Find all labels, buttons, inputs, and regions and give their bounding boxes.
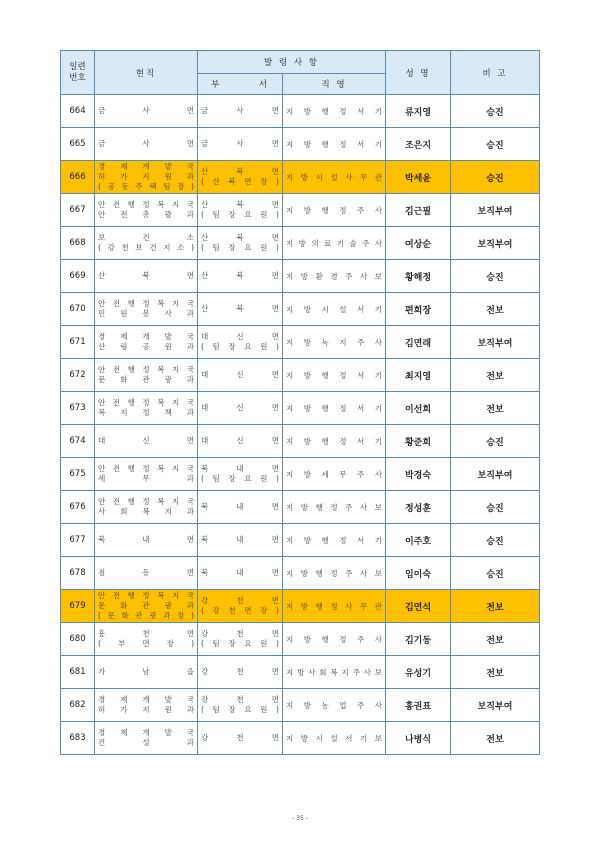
position-cell <box>283 722 386 755</box>
table-row <box>61 161 540 194</box>
current-post-cell-line: 허 가 지 원 과 <box>98 705 194 714</box>
note-cell: 보직부여 <box>451 194 540 227</box>
serial-number-cell: 669 <box>61 260 95 293</box>
name-cell: 이선희 <box>386 392 451 425</box>
table-row <box>61 194 540 227</box>
current-post-cell-line: 안 전 행 정 복 지 국 <box>98 365 194 374</box>
table-header <box>61 51 540 95</box>
table-row <box>61 557 540 590</box>
position-cell <box>283 590 386 623</box>
name-cell: 나병식 <box>386 722 451 755</box>
serial-number-cell: 681 <box>61 656 95 689</box>
department-cell-line: 북 내 면 <box>201 464 279 473</box>
position-text: 지 방 행 정 서 기 <box>286 535 382 545</box>
current-post-cell <box>95 557 198 590</box>
current-post-cell <box>95 293 198 326</box>
current-post-cell-line: 안 전 행 정 복 지 국 <box>98 398 194 407</box>
department-cell-line: ( 팀 장 요 원 ) <box>201 474 279 483</box>
appointment-table <box>60 50 540 755</box>
department-cell-line: 대 신 면 <box>201 332 279 341</box>
current-post-cell-line: 산 림 공 원 과 <box>98 342 194 351</box>
current-post-cell-line: 안 전 행 정 복 지 국 <box>98 299 194 308</box>
department-cell <box>198 557 283 590</box>
note-cell: 승진 <box>451 557 540 590</box>
name-cell: 류지영 <box>386 95 451 128</box>
current-post-cell-line: 민 원 봉 사 과 <box>98 309 194 318</box>
department-cell-line: ( 산 북 면 장 ) <box>201 177 279 186</box>
department-cell <box>198 326 283 359</box>
current-post-cell-line: ( 부 면 장 ) <box>98 639 194 648</box>
current-post-cell-line: 대 신 면 <box>98 436 194 445</box>
name-cell: 김연석 <box>386 590 451 623</box>
department-cell-line: 산 북 면 <box>201 271 279 280</box>
department-cell-line: 북 내 면 <box>201 568 279 577</box>
current-post-cell-line: 가 남 읍 <box>98 667 194 676</box>
position-cell <box>283 293 386 326</box>
department-cell-line: 금 사 면 <box>201 139 279 148</box>
department-cell-line: 금 사 면 <box>201 106 279 115</box>
serial-number-cell: 677 <box>61 524 95 557</box>
department-cell-line: 강 천 면 <box>201 695 279 704</box>
department-cell-line: 강 천 면 <box>201 596 279 605</box>
name-cell: 김면래 <box>386 326 451 359</box>
department-cell <box>198 194 283 227</box>
position-text: 지 방 행 정 주 사 <box>286 205 382 215</box>
position-text: 지 방 농 업 주 사 <box>286 700 382 710</box>
position-cell <box>283 227 386 260</box>
table-row <box>61 656 540 689</box>
table-row <box>61 359 540 392</box>
department-cell <box>198 260 283 293</box>
note-cell: 보직부여 <box>451 689 540 722</box>
name-cell: 김기동 <box>386 623 451 656</box>
current-post-cell-line: 허 가 지 원 과 <box>98 172 194 181</box>
current-post-cell <box>95 524 198 557</box>
current-post-cell <box>95 161 198 194</box>
note-cell: 전보 <box>451 656 540 689</box>
header-note: 비 고 <box>451 51 540 95</box>
department-cell <box>198 590 283 623</box>
name-cell: 유성기 <box>386 656 451 689</box>
position-cell <box>283 425 386 458</box>
serial-number-cell: 671 <box>61 326 95 359</box>
current-post-cell <box>95 491 198 524</box>
position-text: 지 방 의 료 기 술 주 사 <box>286 238 382 248</box>
department-cell <box>198 425 283 458</box>
current-post-cell <box>95 656 198 689</box>
header-appointment: 발 령 사 항 <box>198 51 386 74</box>
department-cell-line: 강 천 면 <box>201 733 279 742</box>
serial-number-cell: 670 <box>61 293 95 326</box>
current-post-cell <box>95 425 198 458</box>
current-post-cell <box>95 194 198 227</box>
name-cell: 임이숙 <box>386 557 451 590</box>
department-cell <box>198 227 283 260</box>
position-cell <box>283 95 386 128</box>
table-row <box>61 425 540 458</box>
table-body <box>61 95 540 755</box>
note-cell: 전보 <box>451 590 540 623</box>
current-post-cell <box>95 260 198 293</box>
current-post-cell-line: 복 지 정 책 과 <box>98 408 194 417</box>
current-post-cell-line: 흥 천 면 <box>98 629 194 638</box>
current-post-cell <box>95 95 198 128</box>
table-row <box>61 95 540 128</box>
position-text: 지 방 행 정 주 사 보 <box>286 502 382 512</box>
note-cell: 승진 <box>451 425 540 458</box>
department-cell <box>198 722 283 755</box>
name-cell: 정성훈 <box>386 491 451 524</box>
current-post-cell-line: 금 사 면 <box>98 106 194 115</box>
table-row <box>61 128 540 161</box>
name-cell: 황해정 <box>386 260 451 293</box>
current-post-cell-line: 안 전 행 정 복 지 국 <box>98 591 194 600</box>
table-row <box>61 458 540 491</box>
department-cell-line: 산 북 면 <box>201 233 279 242</box>
table-row <box>61 392 540 425</box>
position-cell <box>283 689 386 722</box>
current-post-cell-line: 안 전 행 정 복 지 국 <box>98 200 194 209</box>
current-post-cell-line: 문 화 관 광 과 <box>98 601 194 610</box>
department-cell <box>198 293 283 326</box>
serial-number-cell: 682 <box>61 689 95 722</box>
department-cell <box>198 161 283 194</box>
position-cell <box>283 326 386 359</box>
department-cell <box>198 359 283 392</box>
current-post-cell-line: ( 강 천 보 건 지 소 ) <box>98 243 194 252</box>
serial-number-cell: 667 <box>61 194 95 227</box>
position-text: 지 방 행 정 서 기 <box>286 106 382 116</box>
table-row <box>61 491 540 524</box>
current-post-cell <box>95 623 198 656</box>
note-cell: 전보 <box>451 623 540 656</box>
department-cell-line: 산 북 면 <box>201 167 279 176</box>
position-cell <box>283 623 386 656</box>
position-text: 지 방 행 정 주 사 <box>286 634 382 644</box>
position-text: 지 방 행 정 사 무 관 <box>286 601 382 611</box>
table-row <box>61 227 540 260</box>
position-cell <box>283 491 386 524</box>
current-post-cell <box>95 590 198 623</box>
serial-number-cell: 680 <box>61 623 95 656</box>
department-cell-line: ( 팀 장 요 원 ) <box>201 705 279 714</box>
current-post-cell-line: 안 전 총 괄 과 <box>98 210 194 219</box>
note-cell: 보직부여 <box>451 326 540 359</box>
name-cell: 편희장 <box>386 293 451 326</box>
note-cell: 승진 <box>451 260 540 293</box>
department-cell <box>198 392 283 425</box>
note-cell: 승진 <box>451 524 540 557</box>
name-cell: 이주호 <box>386 524 451 557</box>
serial-number-cell: 676 <box>61 491 95 524</box>
current-post-cell-line: 보 건 소 <box>98 233 194 242</box>
current-post-cell-line: 건 설 과 <box>98 738 194 747</box>
department-cell-line: 산 북 면 <box>201 304 279 313</box>
position-text: 지 방 사 회 복 지 주 사 보 <box>286 667 382 677</box>
position-text: 지 방 시 설 사 무 관 <box>286 172 382 182</box>
name-cell: 황준희 <box>386 425 451 458</box>
current-post-cell-line: 북 내 면 <box>98 535 194 544</box>
table-row <box>61 590 540 623</box>
header-name: 성 명 <box>386 51 451 95</box>
position-cell <box>283 194 386 227</box>
current-post-cell <box>95 458 198 491</box>
current-post-cell <box>95 227 198 260</box>
current-post-cell-line: 경 제 개 발 국 <box>98 695 194 704</box>
serial-number-cell: 675 <box>61 458 95 491</box>
current-post-cell-line: 경 제 개 발 국 <box>98 728 194 737</box>
header-position: 직 영 <box>283 74 386 95</box>
current-post-cell-line: 경 제 개 발 국 <box>98 162 194 171</box>
current-post-cell <box>95 359 198 392</box>
serial-number-cell: 672 <box>61 359 95 392</box>
serial-number-cell: 668 <box>61 227 95 260</box>
name-cell: 김근필 <box>386 194 451 227</box>
serial-number-cell: 678 <box>61 557 95 590</box>
position-cell <box>283 128 386 161</box>
position-text: 지 방 환 경 주 사 보 <box>286 271 382 281</box>
note-cell: 승진 <box>451 128 540 161</box>
note-cell: 전보 <box>451 293 540 326</box>
position-cell <box>283 557 386 590</box>
position-cell <box>283 359 386 392</box>
serial-number-cell: 673 <box>61 392 95 425</box>
current-post-cell-line: ( 공 동 주 택 팀 장 ) <box>98 182 194 191</box>
position-cell <box>283 656 386 689</box>
department-cell-line: ( 팀 장 요 원 ) <box>201 342 279 351</box>
position-cell <box>283 161 386 194</box>
position-text: 지 방 행 정 서 기 <box>286 436 382 446</box>
serial-number-cell: 674 <box>61 425 95 458</box>
note-cell: 전보 <box>451 359 540 392</box>
note-cell: 보직부여 <box>451 227 540 260</box>
current-post-cell-line: 세 무 과 <box>98 474 194 483</box>
position-cell <box>283 458 386 491</box>
current-post-cell <box>95 722 198 755</box>
serial-number-cell: 679 <box>61 590 95 623</box>
position-text: 지 방 녹 지 주 사 <box>286 337 382 347</box>
name-cell: 최지영 <box>386 359 451 392</box>
department-cell-line: 강 천 면 <box>201 667 279 676</box>
department-cell <box>198 656 283 689</box>
position-text: 지 방 세 무 주 사 <box>286 469 382 479</box>
table-row <box>61 326 540 359</box>
current-post-cell-line: 산 북 면 <box>98 271 194 280</box>
current-post-cell-line: 점 동 면 <box>98 568 194 577</box>
current-post-cell-line: 사 회 복 지 과 <box>98 507 194 516</box>
table-row <box>61 623 540 656</box>
table-row <box>61 689 540 722</box>
position-text: 지 방 시 설 서 기 <box>286 304 382 314</box>
department-cell-line: ( 팀 장 요 원 ) <box>201 639 279 648</box>
current-post-cell-line: 금 사 면 <box>98 139 194 148</box>
position-text: 지 방 행 정 서 기 <box>286 370 382 380</box>
header-current-post: 현직 <box>95 51 198 95</box>
serial-number-cell: 683 <box>61 722 95 755</box>
current-post-cell-line: 문 화 관 광 과 <box>98 375 194 384</box>
note-cell: 승진 <box>451 161 540 194</box>
department-cell <box>198 689 283 722</box>
position-text: 지 방 행 정 서 기 <box>286 403 382 413</box>
table-row <box>61 722 540 755</box>
current-post-cell <box>95 128 198 161</box>
name-cell: 여상순 <box>386 227 451 260</box>
department-cell-line: 대 신 면 <box>201 403 279 412</box>
note-cell: 전보 <box>451 392 540 425</box>
note-cell: 전보 <box>451 722 540 755</box>
serial-number-cell: 664 <box>61 95 95 128</box>
serial-number-cell: 665 <box>61 128 95 161</box>
department-cell <box>198 128 283 161</box>
name-cell: 박세윤 <box>386 161 451 194</box>
position-text: 지 방 시 설 서 기 보 <box>286 733 382 743</box>
department-cell-line: 대 신 면 <box>201 370 279 379</box>
current-post-cell-line: 안 전 행 정 복 지 국 <box>98 464 194 473</box>
page-number: - 35 - <box>292 815 308 822</box>
current-post-cell-line: 안 전 행 정 복 지 국 <box>98 497 194 506</box>
header-department: 부 서 <box>198 74 283 95</box>
serial-number-cell: 666 <box>61 161 95 194</box>
header-serial-no: 일련 번호 <box>61 51 95 95</box>
note-cell: 승진 <box>451 95 540 128</box>
department-cell <box>198 491 283 524</box>
department-cell <box>198 623 283 656</box>
note-cell: 보직부여 <box>451 458 540 491</box>
department-cell-line: ( 팀 장 요 원 ) <box>201 210 279 219</box>
table-row <box>61 260 540 293</box>
current-post-cell <box>95 392 198 425</box>
table-row <box>61 524 540 557</box>
department-cell <box>198 95 283 128</box>
current-post-cell-line: ( 문 화 관 광 과 장 ) <box>98 611 194 620</box>
name-cell: 조은지 <box>386 128 451 161</box>
position-text: 지 방 행 정 주 사 보 <box>286 568 382 578</box>
department-cell-line: 대 신 면 <box>201 436 279 445</box>
department-cell-line: ( 강 천 면 장 ) <box>201 606 279 615</box>
table-row <box>61 293 540 326</box>
department-cell-line: 산 북 면 <box>201 200 279 209</box>
position-cell <box>283 392 386 425</box>
department-cell <box>198 458 283 491</box>
note-cell: 승진 <box>451 491 540 524</box>
department-cell-line: 북 내 면 <box>201 502 279 511</box>
position-cell <box>283 260 386 293</box>
name-cell: 박경숙 <box>386 458 451 491</box>
current-post-cell <box>95 326 198 359</box>
department-cell-line: 강 천 면 <box>201 629 279 638</box>
department-cell <box>198 524 283 557</box>
position-text: 지 방 행 정 서 기 <box>286 139 382 149</box>
name-cell: 홍권표 <box>386 689 451 722</box>
current-post-cell-line: 경 제 개 발 국 <box>98 332 194 341</box>
position-cell <box>283 524 386 557</box>
current-post-cell <box>95 689 198 722</box>
department-cell-line: ( 팀 장 요 원 ) <box>201 243 279 252</box>
department-cell-line: 북 내 면 <box>201 535 279 544</box>
